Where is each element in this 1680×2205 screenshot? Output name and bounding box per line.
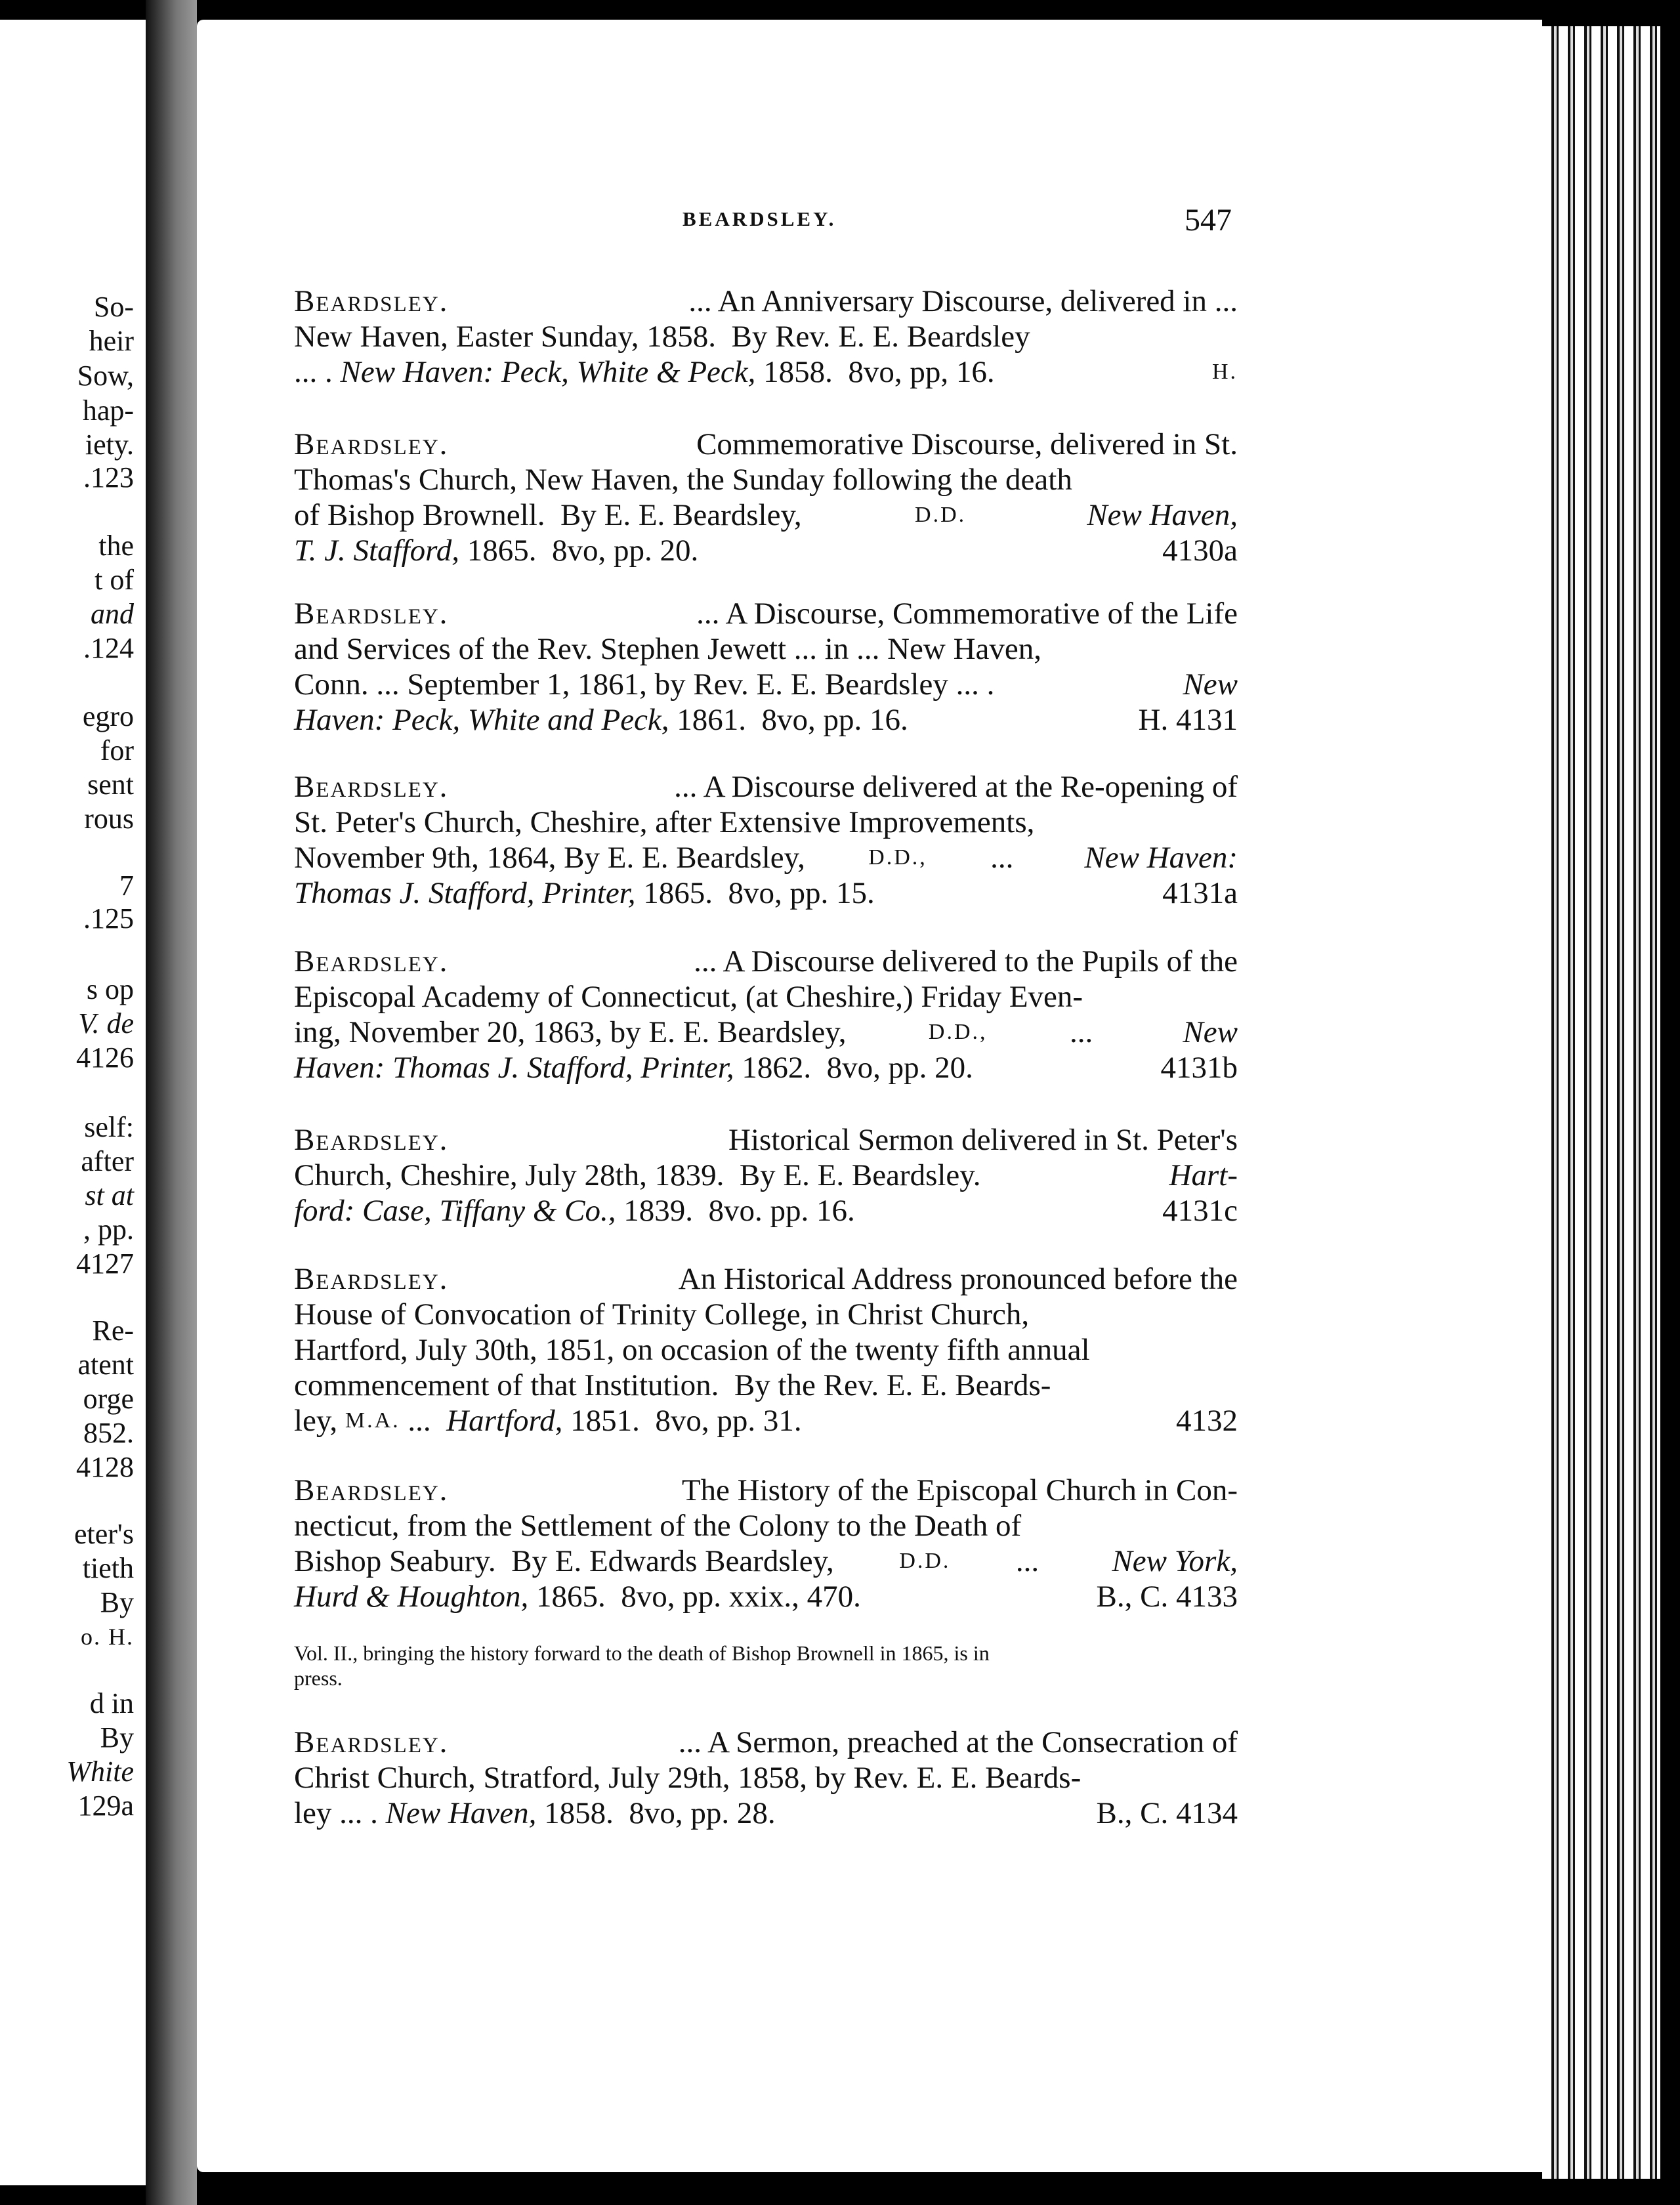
previous-page-line: 4128 — [76, 1451, 134, 1483]
entry-text: D.D., — [868, 845, 927, 870]
entry-text: Thomas J. Stafford, Printer, — [294, 876, 636, 910]
entry-line — [294, 596, 1238, 631]
entry-text: M.A. — [345, 1408, 400, 1433]
entry-text: Hart- — [1169, 1158, 1238, 1192]
entry-line — [294, 462, 1238, 497]
entry-text: ... — [1062, 1015, 1108, 1049]
entry-line — [294, 1193, 1238, 1228]
entry-text: ley ... . — [294, 1796, 386, 1830]
entry-text: Episcopal Academy of Connecticut, (at Cheshire,) Friday Even- — [294, 980, 1083, 1014]
previous-page-line: .125 — [83, 902, 134, 934]
entry-heading: Beardsley. — [294, 770, 449, 804]
entry-line — [294, 1796, 1238, 1831]
entry-heading: Beardsley. — [294, 944, 449, 978]
previous-page-line: st at — [85, 1179, 134, 1211]
entry-text: Haven: Thomas J. Stafford, Printer, — [294, 1051, 734, 1085]
entry-text: The History of the Episcopal Church in Con- — [667, 1473, 1238, 1507]
entry-number: 4131b — [1160, 1051, 1238, 1085]
entry-text: New York, — [1112, 1544, 1238, 1578]
previous-page-line: 129a — [77, 1790, 134, 1822]
previous-page-line: self: — [84, 1111, 134, 1143]
entry-text: ... A Discourse, Commemorative of the Life — [688, 597, 1238, 631]
previous-page-line: and — [91, 598, 134, 630]
bibliography-entry — [294, 1261, 1238, 1438]
entry-line — [294, 1725, 1238, 1760]
entry-text: 1858. 8vo, pp. 28. — [536, 1796, 776, 1830]
entry-line — [294, 1403, 1238, 1438]
bibliography-entry — [294, 596, 1238, 738]
previous-page-line: .124 — [83, 632, 134, 664]
entry-text: New Haven, — [1071, 498, 1238, 532]
entry-text: Haven: Peck, White and Peck, — [294, 703, 669, 737]
entry-heading: Beardsley. — [294, 1262, 449, 1296]
entry-line — [294, 979, 1238, 1015]
previous-page-line: atent — [77, 1349, 134, 1381]
entry-line — [294, 1368, 1238, 1403]
entry-text: ley, — [294, 1404, 345, 1438]
previous-page-line: t of — [94, 564, 134, 596]
entry-line — [294, 805, 1238, 840]
entry-line — [294, 875, 1238, 911]
previous-page-line: rous — [84, 803, 134, 835]
entry-text: of Bishop Brownell. By E. E. Beardsley, — [294, 498, 810, 532]
entry-heading: Beardsley. — [294, 427, 449, 461]
previous-page-line: .123 — [83, 461, 134, 494]
entry-heading: Beardsley. — [294, 597, 449, 631]
entry-text: and Services of the Rev. Stephen Jewett ... in ... New Haven, — [294, 632, 1042, 666]
book-gutter — [146, 0, 197, 2205]
entry-text: 1858. 8vo, pp, 16. — [755, 355, 995, 389]
entry-number: 4132 — [1176, 1404, 1238, 1438]
page-edges — [1542, 26, 1660, 2179]
entry-text: New Haven: — [1084, 841, 1238, 875]
entry-line — [294, 1158, 1238, 1193]
entry-text: Historical Sermon delivered in St. Peter's — [713, 1123, 1238, 1157]
entry-text: Hartford, — [446, 1404, 563, 1438]
entry-line — [294, 769, 1238, 805]
previous-page-line: the — [98, 530, 134, 562]
entry-line — [294, 427, 1238, 462]
previous-page-line: s op — [86, 973, 134, 1005]
entry-text: Commemorative Discourse, delivered in St. — [681, 427, 1238, 461]
previous-page-line: for — [100, 734, 134, 766]
entry-text: Hartford, July 30th, 1851, on occasion of the twenty fifth annual — [294, 1333, 1090, 1367]
entry-number: 4130a — [1162, 534, 1238, 568]
entry-line — [294, 1297, 1238, 1332]
previous-page-line: after — [81, 1145, 134, 1177]
note-line: Vol. II., bringing the history forward to the death of Bishop Brownell in 1865, is in — [294, 1641, 990, 1665]
previous-page-line: 4127 — [76, 1248, 134, 1280]
previous-page-line: Sow, — [77, 360, 134, 392]
entry-text: ... A Discourse delivered at the Re-opening of — [658, 770, 1238, 804]
entry-line — [294, 631, 1238, 667]
bibliography-entry — [294, 284, 1238, 390]
entry-text: New Haven, Easter Sunday, 1858. By Rev. E. E. Beardsley — [294, 320, 1030, 354]
entry-line — [294, 840, 1238, 875]
entry-text: necticut, from the Settlement of the Colony to the Death of — [294, 1509, 1022, 1543]
entry-text: November 9th, 1864, By E. E. Beardsley, — [294, 841, 813, 875]
entry-line — [294, 354, 1238, 390]
entry-line — [294, 1544, 1238, 1579]
entry-text: 1862. 8vo, pp. 20. — [734, 1051, 973, 1085]
previous-page-line: eter's — [74, 1518, 134, 1550]
entry-number: B., C. 4133 — [1096, 1580, 1238, 1614]
previous-page-line: tieth — [82, 1552, 134, 1584]
previous-page-line: So- — [93, 291, 134, 323]
entry-number: 4131a — [1162, 876, 1238, 910]
previous-page-line: orge — [83, 1383, 134, 1415]
entry-text: An Historical Address pronounced before the — [664, 1262, 1238, 1296]
entry-heading: Beardsley. — [294, 1725, 449, 1759]
entry-text: ford: Case, Tiffany & Co., — [294, 1194, 616, 1228]
previous-page-line: V. de — [78, 1007, 134, 1040]
previous-page-line: , pp. — [83, 1213, 134, 1246]
entry-text: Thomas's Church, New Haven, the Sunday following the death — [294, 463, 1072, 497]
bibliography-entry — [294, 1473, 1238, 1614]
entry-line — [294, 1473, 1238, 1508]
entry-text: Conn. ... September 1, 1861, by Rev. E. E. Beardsley ... . — [294, 667, 1003, 702]
entry-text: 1839. 8vo. pp. 16. — [616, 1194, 855, 1228]
entry-text: Church, Cheshire, July 28th, 1839. By E. E. Beardsley. — [294, 1158, 989, 1192]
previous-page-line: egro — [82, 700, 134, 732]
entry-text: House of Convocation of Trinity College, in Christ Church, — [294, 1297, 1030, 1332]
bibliography-entry — [294, 1725, 1238, 1831]
entry-line — [294, 1050, 1238, 1085]
entry-line — [294, 1579, 1238, 1614]
entry-text: 1861. 8vo, pp. 16. — [669, 703, 908, 737]
entry-line — [294, 944, 1238, 979]
entry-text: St. Peter's Church, Cheshire, after Extensive Improvements, — [294, 805, 1035, 839]
previous-page-line: Re- — [92, 1314, 134, 1347]
entry-text: New — [1183, 1015, 1238, 1049]
previous-page-line: By — [100, 1586, 134, 1618]
entry-line — [294, 1261, 1238, 1297]
bibliography-entry — [294, 944, 1238, 1085]
previous-page-line: By — [100, 1721, 134, 1754]
entry-text: D.D., — [928, 1020, 988, 1044]
entry-text: D.D. — [899, 1549, 951, 1573]
entry-text: 1865. 8vo, pp. 20. — [459, 534, 699, 568]
entry-line — [294, 667, 1238, 702]
entry-text: ... A Discourse delivered to the Pupils of the — [678, 944, 1238, 978]
bibliography-entry — [294, 769, 1238, 911]
previous-page-line: White — [66, 1755, 134, 1788]
entry-heading: Beardsley. — [294, 1473, 449, 1507]
entry-text: commencement of that Institution. By the Rev. E. E. Beards- — [294, 1368, 1051, 1402]
bibliography-entry — [294, 1122, 1238, 1228]
previous-page-line: heir — [89, 325, 134, 357]
entry-number: 4131c — [1162, 1194, 1238, 1228]
entry-text: 1851. 8vo, pp. 31. — [562, 1404, 802, 1438]
entry-text: Bishop Seabury. By E. Edwards Beardsley, — [294, 1544, 842, 1578]
entry-text: New Haven: Peck, White & Peck, — [340, 355, 756, 389]
entry-text: 1865. 8vo, pp. xxix., 470. — [528, 1580, 861, 1614]
entry-number: B., C. 4134 — [1096, 1796, 1238, 1830]
entry-line — [294, 533, 1238, 568]
entry-number: H. 4131 — [1138, 703, 1238, 737]
entry-text: New Haven, — [385, 1796, 537, 1830]
entry-text: Christ Church, Stratford, July 29th, 1858, by Rev. E. E. Beards- — [294, 1761, 1082, 1795]
previous-page-line: o. H. — [81, 1624, 134, 1650]
entry-line — [294, 319, 1238, 354]
entry-heading: Beardsley. — [294, 1123, 449, 1157]
entry-text: ... A Sermon, preached at the Consecration of — [670, 1725, 1238, 1759]
entry-text: Hurd & Houghton, — [294, 1580, 529, 1614]
entry-line — [294, 1332, 1238, 1368]
entry-line — [294, 1015, 1238, 1050]
entry-line — [294, 1122, 1238, 1158]
entry-number: H. — [1211, 360, 1238, 384]
entry-text: ... — [1008, 1544, 1055, 1578]
previous-page-line: 7 — [119, 870, 134, 902]
previous-page-line: hap- — [82, 394, 134, 427]
page-number: 547 — [1185, 203, 1232, 238]
previous-page-line: 852. — [83, 1417, 134, 1449]
previous-page-line: sent — [87, 768, 134, 801]
previous-page — [0, 20, 146, 2185]
entry-text: 1865. 8vo, pp. 15. — [635, 876, 875, 910]
note-line: press. — [294, 1666, 343, 1690]
entry-text: ... . — [294, 355, 341, 389]
previous-page-line: iety. — [85, 429, 134, 461]
entry-heading: Beardsley. — [294, 284, 449, 318]
entry-text: ing, November 20, 1863, by E. E. Beardsley, — [294, 1015, 854, 1049]
entry-text: ... An Anniversary Discourse, delivered in ... — [681, 284, 1238, 318]
entry-line — [294, 1760, 1238, 1796]
entry-line — [294, 702, 1238, 738]
entry-line — [294, 1508, 1238, 1544]
bibliography-entry — [294, 427, 1238, 568]
running-head: BEARDSLEY. — [682, 207, 837, 230]
entry-text: ... — [400, 1404, 447, 1438]
entry-text: D.D. — [915, 503, 967, 527]
entry-line — [294, 497, 1238, 533]
previous-page-line: 4126 — [76, 1041, 134, 1074]
entry-line — [294, 284, 1238, 319]
footnote — [294, 1641, 1238, 1690]
entry-text: T. J. Stafford, — [294, 534, 459, 568]
entry-text: ... — [982, 841, 1029, 875]
previous-page-line: d in — [89, 1687, 134, 1719]
entry-text: New — [1183, 667, 1238, 702]
